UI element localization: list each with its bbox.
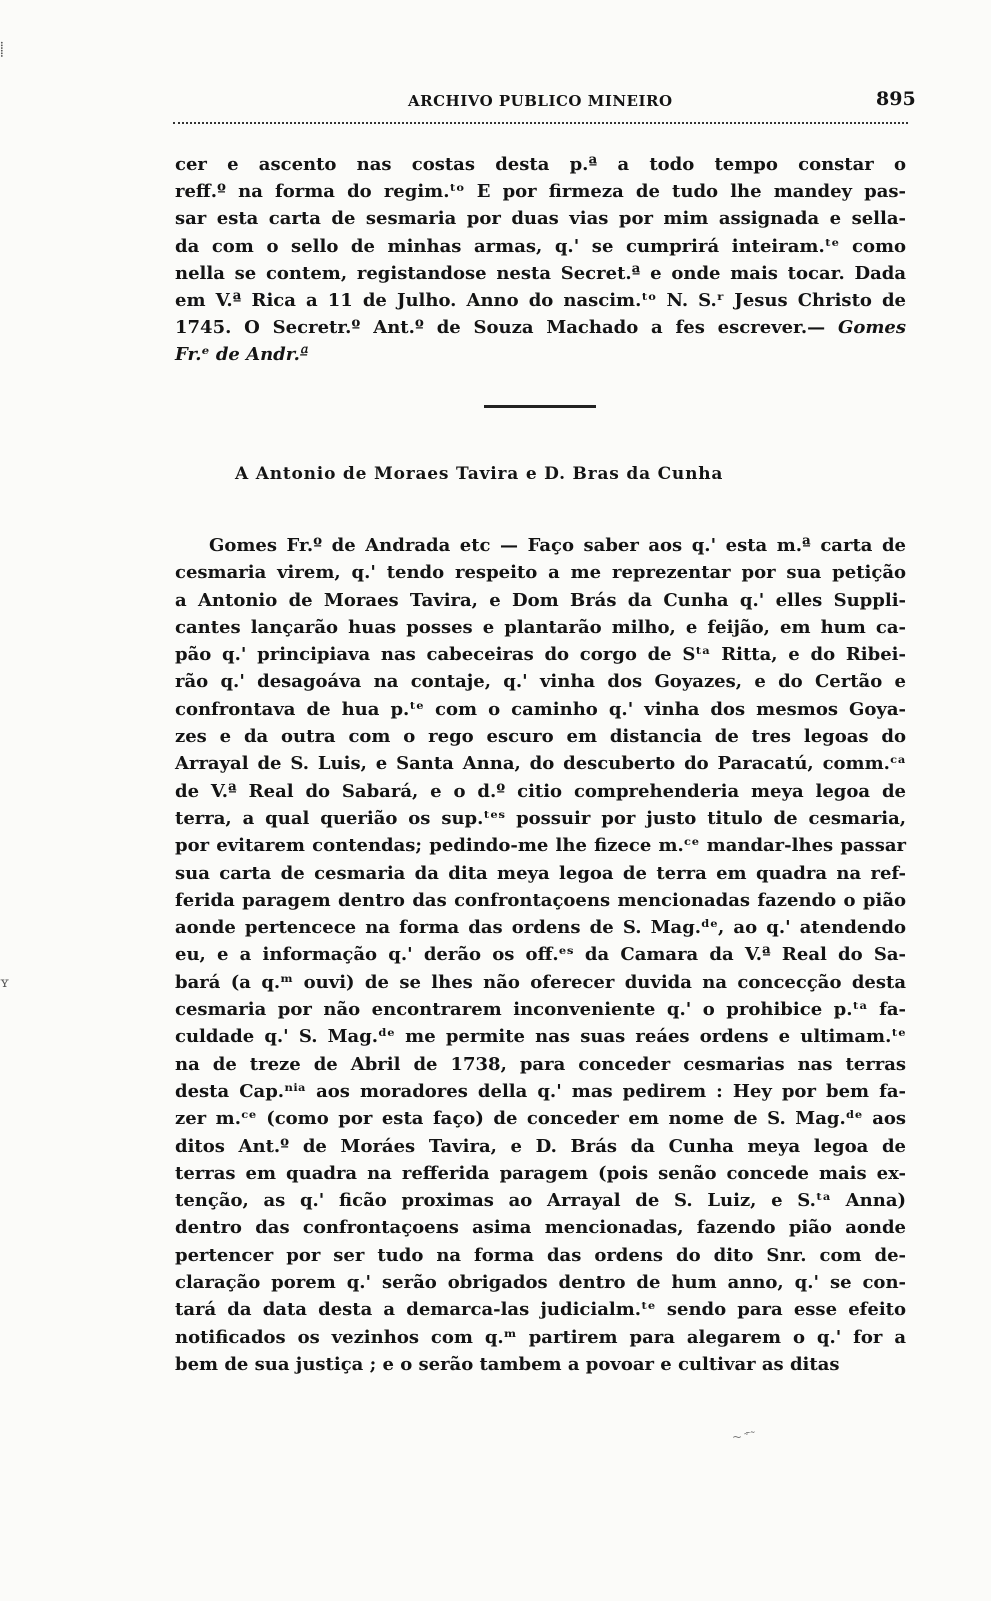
text-line: ferida paragem dentro das confrontaçoens mencionadas fazendo o pião (175, 889, 906, 911)
signature-line: Fr.ᵉ de Andr.ª (175, 344, 309, 366)
text-line: desta Cap.ⁿⁱᵃ aos moradores della q.' mas pedirem : Hey por bem fa- (175, 1080, 906, 1102)
text-line: confrontava de hua p.ᵗᵉ com o caminho q.' vinha dos mesmos Goya- (175, 698, 906, 720)
text-line: terras em quadra na refferida paragem (pois senão concede mais ex- (175, 1162, 906, 1184)
text-line: pão q.' principiava nas cabeceiras do corgo de Sᵗᵃ Ritta, e do Ribei- (175, 644, 906, 666)
text-line: bará (a q.ᵐ ouvi) de se lhes não oferecer duvida na concecção desta (175, 971, 906, 993)
text-line: Arrayal de S. Luis, e Santa Anna, do descuberto do Paracatú, comm.ᶜᵃ (175, 753, 906, 775)
text-line: por evitarem contendas; pedindo-me lhe fizece m.ᶜᵉ mandar-lhes passar (175, 835, 906, 857)
text-line: pertencer por ser tudo na forma das ordens do dito Snr. com de- (175, 1244, 906, 1266)
text-line: claração porem q.' serão obrigados dentro de hum anno, q.' se con- (175, 1272, 906, 1294)
text-line: da com o sello de minhas armas, q.' se cumprirá inteiram.ᵗᵉ como (175, 235, 906, 257)
text-line: sua carta de cesmaria da dita meya legoa de terra em quadra na ref- (175, 862, 906, 884)
text-line: bem de sua justiça ; e o serão tambem a povoar e cultivar as ditas (175, 1353, 840, 1375)
text-line: cer e ascento nas costas desta p.ª a todo tempo constar o (175, 154, 906, 175)
header-rule (173, 122, 908, 124)
text-line: a Antonio de Moraes Tavira, e Dom Brás da Cunha q.' elles Suppli- (175, 589, 906, 611)
margin-mark: ʏ (0, 975, 10, 991)
text-line: nella se contem, registandose nesta Secret.ª e onde mais tocar. Dada (175, 262, 906, 284)
running-header-title: ARCHIVO PUBLICO MINEIRO (408, 92, 673, 110)
text-line: na de treze de Abril de 1738, para conceder cesmarias nas terras (175, 1053, 906, 1075)
text-line: tenção, as q.' ficão proximas ao Arrayal de S. Luiz, e S.ᵗᵃ Anna) (175, 1190, 906, 1212)
text-line: rão q.' desagoáva na contaje, q.' vinha dos Goyazes, e do Certão e (175, 671, 906, 693)
text-line: eu, e a informação q.' derão os off.ᵉˢ da Camara da V.ª Real do Sa- (175, 944, 906, 966)
margin-mark: ⸽ (0, 42, 4, 58)
text-line: zer m.ᶜᵉ (como por esta faço) de conceder em nome de S. Mag.ᵈᵉ aos (175, 1108, 906, 1130)
previous-entry-text (175, 151, 906, 369)
signature-name: Gomes (837, 317, 906, 339)
text-line: terra, a qual querião os sup.ᵗᵉˢ possuir por justo titulo de cesmaria, (175, 807, 906, 829)
text-line: ditos Ant.º de Moráes Tavira, e D. Brás da Cunha meya legoa de (175, 1135, 906, 1157)
text-line: Gomes Fr.º de Andrada etc — Faço saber aos q.' esta m.ª carta de (209, 535, 906, 556)
section-body-text (175, 532, 906, 1378)
text-line-with-signature (175, 314, 906, 341)
text-line: de V.ª Real do Sabará, e o d.º citio comprehenderia meya legoa de (175, 780, 906, 802)
text-line: aonde pertencece na forma das ordens de S. Mag.ᵈᵉ, ao q.' atendendo (175, 917, 906, 939)
text-line: sar esta carta de sesmaria por duas vias por mim assignada e sella- (175, 208, 906, 230)
text-line: cantes lançarão huas posses e plantarão milho, e feijão, em hum ca- (175, 616, 906, 638)
text-line: tará da data desta a demarca-las judicialm.ᵗᵉ sendo para esse efeito (175, 1299, 906, 1321)
text-line: reff.º na forma do regim.ᵗᵒ E por firmeza de tudo lhe mandey pas- (175, 181, 906, 203)
section-separator (484, 405, 596, 408)
text-line: notificados os vezinhos com q.ᵐ partirem para alegarem o q.' for a (175, 1326, 906, 1348)
page-number: 895 (876, 88, 916, 110)
text-line: em V.ª Rica a 11 de Julho. Anno do nascim.ᵗᵒ N. S.ʳ Jesus Christo de (175, 289, 906, 311)
text-line: zes e da outra com o rego escuro em distancia de tres legoas do (175, 726, 906, 748)
text-line: cesmaria virem, q.' tendo respeito a me reprezentar por sua petição (175, 562, 906, 584)
text-line: cesmaria por não encontrarem inconveniente q.' o prohibice p.ᵗᵃ fa- (175, 999, 906, 1021)
text-line: dentro das confrontaçoens asima mencionadas, fazendo pião aonde (175, 1217, 906, 1239)
text-segment: 1745. O Secretr.º Ant.º de Souza Machado a fes escrever.— (175, 317, 838, 339)
stamp-mark: ~ ͂ ̄ ̃ (732, 1430, 757, 1444)
section-heading: A Antonio de Moraes Tavira e D. Bras da Cunha (235, 464, 724, 484)
text-line: culdade q.' S. Mag.ᵈᵉ me permite nas suas reáes ordens e ultimam.ᵗᵉ (175, 1026, 906, 1048)
